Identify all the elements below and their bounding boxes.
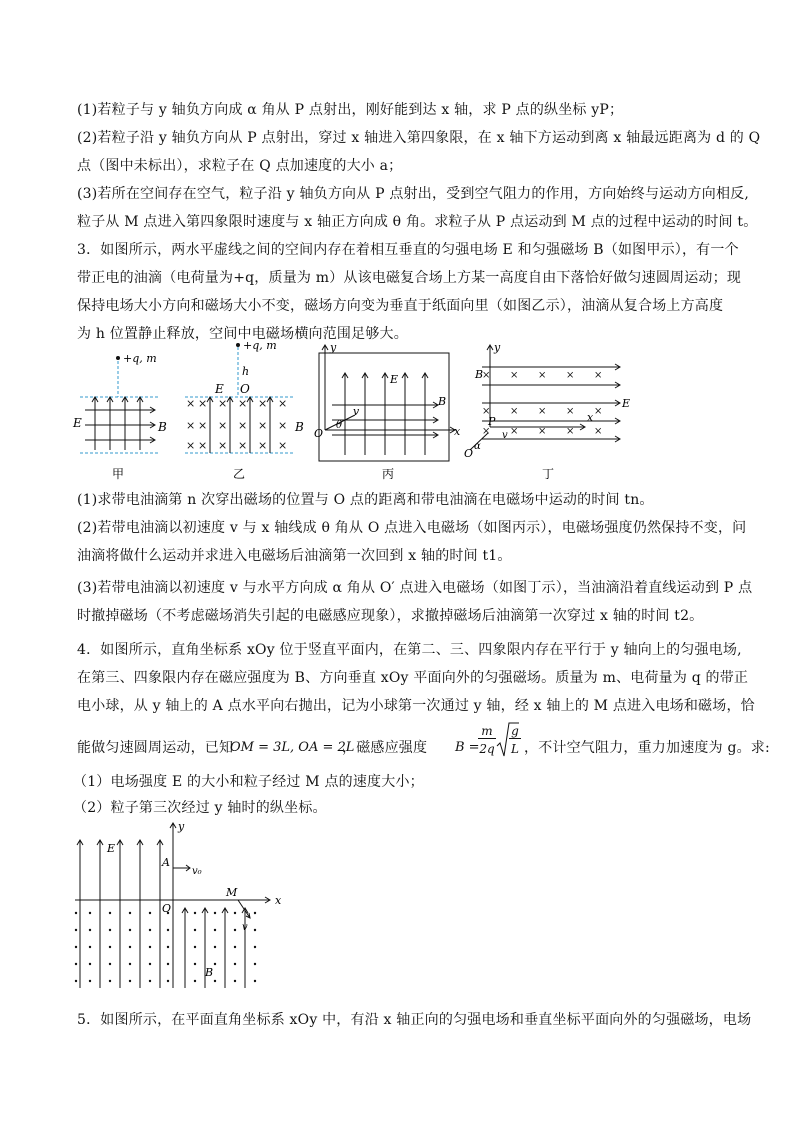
label-x-bing: x (454, 425, 461, 438)
q3-stem-line2: 带正电的油滴（电荷量为+q，质量为 m）从该电磁复合场上方某一高度自由下落恰好做匀速圆周运动；现 (77, 270, 742, 286)
svg-text:×: × (218, 439, 228, 452)
svg-text:×: × (594, 406, 603, 417)
label-B-yi: B (295, 420, 304, 434)
svg-text:×: × (538, 370, 547, 381)
svg-text:×: × (482, 406, 491, 417)
q2-part1: (1)若粒子与 y 轴负方向成 α 角从 P 点射出，刚好能到达 x 轴，求 P 点的纵坐标 yP； (77, 102, 624, 118)
label-qm-yi: +q, m (243, 339, 277, 352)
svg-text:×: × (278, 397, 288, 410)
label-qm-jia: +q, m (123, 352, 157, 365)
svg-text:×: × (258, 439, 268, 452)
b-formula-den: 2q (479, 742, 495, 756)
svg-text:×: × (278, 419, 288, 432)
svg-text:×: × (510, 370, 519, 381)
q5-stem-line1: 5．如图所示，在平面直角坐标系 xOy 中，有沿 x 轴正向的匀强电场和垂直坐标平面向外的匀强磁场，电场 (77, 1012, 752, 1028)
q4-stem-line3: 电小球，从 y 轴上的 A 点水平向右抛出，记为小球第一次通过 y 轴，经 x 轴上的 M 点进入电场和磁场，恰 (77, 698, 755, 714)
svg-text:×: × (482, 426, 491, 437)
q4-stem-line4b: ，磁感应强度 (342, 740, 428, 756)
svg-text:×: × (258, 419, 268, 432)
svg-text:×: × (238, 439, 248, 452)
svg-text:×: × (538, 406, 547, 417)
label-v-ding: v (502, 430, 508, 441)
svg-text:×: × (238, 397, 248, 410)
label-v-q4: v (242, 922, 248, 933)
label-v-bing: v (353, 405, 360, 418)
b-formula-lhs: B = (455, 740, 480, 755)
svg-text:×: × (258, 397, 268, 410)
figure-jia (72, 352, 167, 481)
label-h: h (242, 365, 250, 378)
q4-stem-line1: 4．如图所示，直角坐标系 xOy 位于竖直平面内，在第二、三、四象限内存在平行于 y 轴向上的匀强电场, (77, 642, 742, 658)
label-E-ding: E (622, 397, 631, 410)
figure-ding (464, 341, 630, 481)
label-theta-bing: θ (336, 420, 343, 431)
label-B-bing: B (438, 395, 447, 408)
figure-bing (314, 341, 461, 481)
q4-part1: （1）电场强度 E 的大小和粒子经过 M 点的速度大小； (73, 774, 424, 790)
q3-stem-line3: 保持电场大小方向和磁场大小不变，磁场方向变为垂直于纸面向里（如图乙示），油滴从复合场上方高度 (77, 298, 724, 314)
svg-text:×: × (278, 439, 288, 452)
svg-text:×: × (198, 419, 208, 432)
b-formula-num: m (478, 724, 496, 739)
b-formula-root-num: g (509, 724, 521, 739)
caption-jia: 甲 (112, 467, 125, 481)
label-E-jia: E (73, 416, 82, 430)
label-B-ding: B (475, 368, 484, 381)
label-A-q4: A (162, 856, 170, 869)
figure-yi (185, 339, 304, 481)
label-O-prime-ding: O (464, 447, 474, 460)
svg-text:×: × (594, 370, 603, 381)
label-y-ding: y (494, 341, 501, 354)
label-v0-q4: v₀ (192, 866, 202, 877)
q4-figure (70, 818, 300, 998)
caption-yi: 乙 (233, 467, 246, 481)
q3-part1: (1)求带电油滴第 n 次穿出磁场的位置与 O 点的距离和带电油滴在电磁场中运动的时间 tn。 (77, 492, 654, 508)
q3-part2-line2: 油滴将做什么运动并求进入电磁场后油滴第一次回到 x 轴的时间 t1。 (77, 548, 512, 564)
q2-part2-line2: 点（图中未标出），求粒子在 Q 点加速度的大小 a； (77, 158, 403, 174)
svg-text:×: × (198, 397, 208, 410)
b-formula-root-den: L (511, 742, 519, 756)
svg-text:×: × (510, 426, 519, 437)
q4-stem-line2: 在第三、四象限内存在磁应强度为 B、方向垂直 xOy 平面向外的匀强磁场。质量为 m、电荷量为 q 的带正 (77, 670, 749, 686)
q4-part2: （2）粒子第三次经过 y 轴时的纵坐标。 (73, 800, 327, 816)
label-alpha-ding: α (474, 441, 481, 452)
q3-part3-line2: 时撤掉磁场（不考虑磁场消失引起的电磁感应现象），求撤掉磁场后油滴第一次穿过 x 轴的时间 t2。 (77, 608, 704, 624)
q2-part3-line2: 粒子从 M 点进入第四象限时速度与 x 轴正方向成 θ 角。求粒子从 P 点运动到 M 点的过程中运动的时间 t。 (77, 214, 758, 230)
svg-text:×: × (238, 419, 248, 432)
caption-ding: 丁 (542, 467, 555, 481)
label-E-q4: E (107, 842, 116, 855)
svg-text:×: × (186, 397, 196, 410)
svg-text:×: × (566, 406, 575, 417)
label-B-jia: B (158, 420, 167, 434)
q3-stem-line4: 为 h 位置静止释放，空间中电磁场横向范围足够大。 (77, 326, 408, 342)
label-y-bing: y (330, 341, 337, 354)
label-x-ding: x (587, 411, 594, 424)
svg-text:×: × (218, 397, 228, 410)
q3-stem-line1: 3．如图所示，两水平虚线之间的空间内存在着相互垂直的匀强电场 E 和匀强磁场 B（如图甲示），有一个 (77, 242, 739, 258)
q2-part2-line1: (2)若粒子沿 y 轴负方向从 P 点射出，穿过 x 轴进入第四象限，在 x 轴下方运动到离 x 轴最远距离为 d 的 Q (77, 130, 761, 146)
q3-part2-line1: (2)若带电油滴以初速度 v 与 x 轴线成 θ 角从 O 点进入电磁场（如图丙示），电磁场强度仍然保持不变，问 (77, 520, 747, 536)
given-formula: OM = 3L, OA = 2L (230, 740, 355, 755)
caption-bing: 丙 (382, 467, 395, 481)
svg-text:×: × (566, 370, 575, 381)
label-E-bing: E (390, 373, 399, 386)
label-P-ding: P (488, 415, 496, 428)
label-x-q4: x (275, 894, 282, 907)
q3-figures (70, 335, 740, 485)
svg-text:×: × (566, 426, 575, 437)
svg-text:×: × (510, 406, 519, 417)
svg-text:×: × (482, 370, 491, 381)
svg-text:×: × (186, 439, 196, 452)
svg-text:×: × (198, 439, 208, 452)
svg-text:×: × (186, 419, 196, 432)
svg-text:×: × (218, 419, 228, 432)
label-O-yi: O (240, 382, 250, 396)
label-M-q4: M (226, 886, 238, 899)
q4-stem-line4c: ，不计空气阻力，重力加速度为 g。求: (524, 740, 770, 756)
label-O-q4: O (162, 902, 172, 915)
svg-text:×: × (594, 426, 603, 437)
q2-part3-line1: (3)若所在空间存在空气，粒子沿 y 轴负方向从 P 点射出，受到空气阻力的作用，方向始终与运动方向相反, (77, 186, 750, 202)
label-O-bing: O (314, 427, 324, 440)
label-y-q4: y (178, 820, 185, 833)
q4-stem-line4a: 能做匀速圆周运动，已知 (77, 740, 234, 756)
label-B-q4: B (205, 966, 214, 979)
q3-part3-line1: (3)若带电油滴以初速度 v 与水平方向成 α 角从 O′ 点进入电磁场（如图丁示），当油滴沿着直线运动到 P 点 (77, 580, 753, 596)
svg-text:×: × (538, 426, 547, 437)
label-E-yi: E (215, 382, 224, 396)
